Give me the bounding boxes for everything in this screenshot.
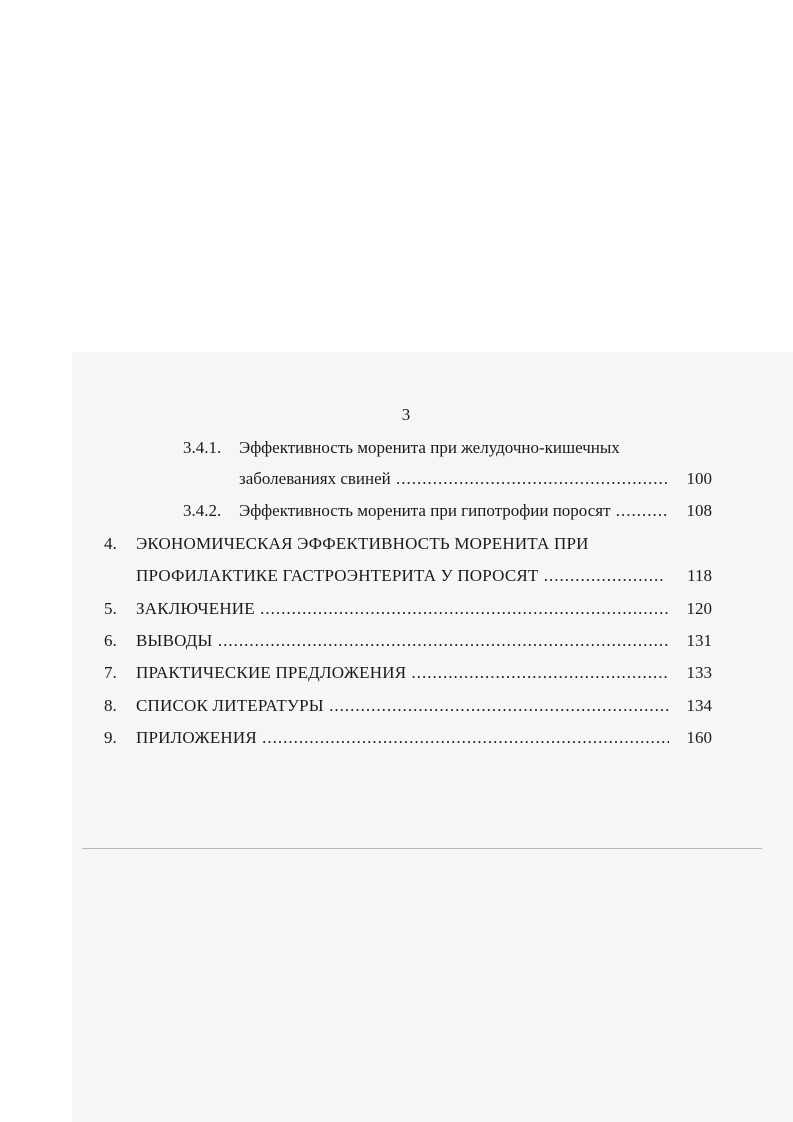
toc-page: 118 [687,566,712,585]
toc-page: 134 [686,696,712,715]
toc-number: 5. [104,599,117,618]
toc-page: 160 [686,728,712,747]
toc-number: 6. [104,631,117,650]
toc-title-line-leader: заболеваниях свиней ..... [239,467,669,491]
toc-page: 120 [686,599,712,618]
toc-number: 3.4.1. [183,438,222,457]
toc-title-line-leader: ПРОФИЛАКТИКЕ ГАСТРОЭНТЕРИТА У ПОРОСЯТ ..... [136,564,663,588]
toc-number: 4. [104,534,117,553]
toc-page: 100 [686,469,712,488]
toc-number: 7. [104,663,117,682]
toc-title-line-leader: ПРИЛОЖЕНИЯ ..... [136,726,669,750]
toc-page: 131 [686,631,712,650]
toc-title-line: Эффективность моренита при желудочно-кишечных [239,438,620,457]
toc-number: 8. [104,696,117,715]
toc-title-line: ЭКОНОМИЧЕСКАЯ ЭФФЕКТИВНОСТЬ МОРЕНИТА ПРИ [136,534,589,553]
toc-title-line-leader: Эффективность моренита при гипотрофии поросят ..... [239,499,669,523]
toc-title-line-leader: ЗАКЛЮЧЕНИЕ ..... [136,597,669,621]
toc-title-line-leader: ВЫВОДЫ ..... [136,629,669,653]
page-number: 3 [401,405,411,424]
toc-title-line-leader: ПРАКТИЧЕСКИЕ ПРЕДЛОЖЕНИЯ ..... [136,661,669,685]
toc-number: 3.4.2. [183,501,222,520]
toc-page: 133 [686,663,712,682]
toc-page: 108 [686,501,712,520]
toc-title-line-leader: СПИСОК ЛИТЕРАТУРЫ ..... [136,694,669,718]
toc-number: 9. [104,728,117,747]
scan-edge-line [82,848,762,849]
